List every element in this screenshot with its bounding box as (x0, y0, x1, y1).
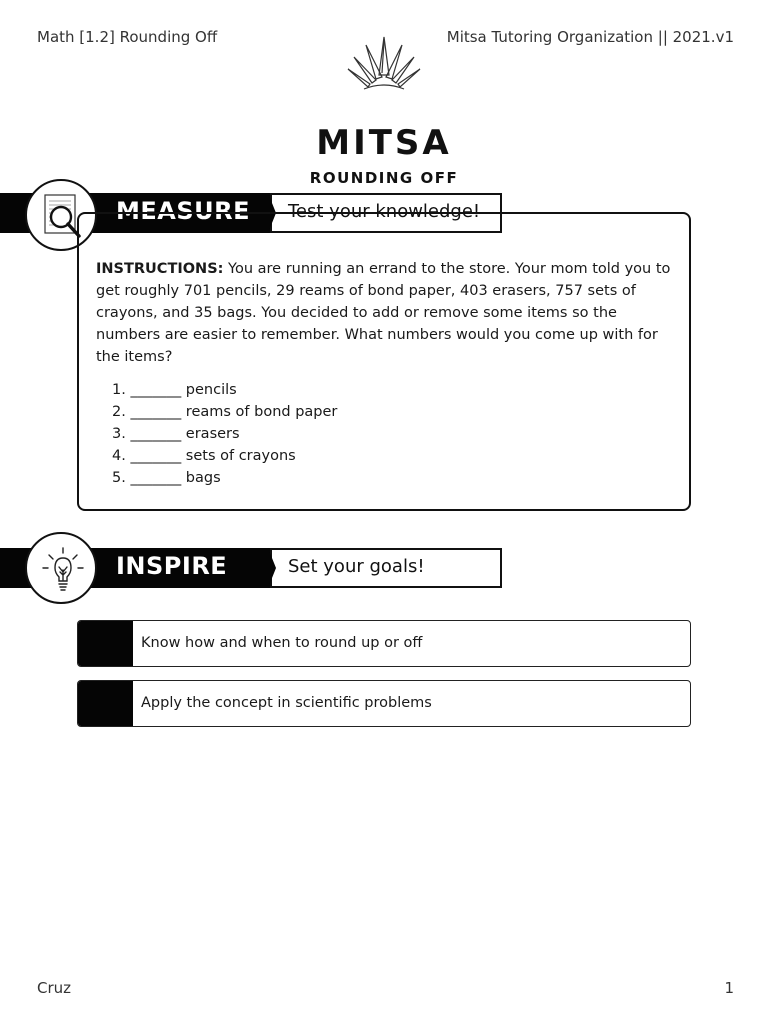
header-course-title: Math [1.2] Rounding Off (37, 28, 218, 46)
footer-author: Cruz (37, 979, 72, 997)
question-item: 2. _______ reams of bond paper (112, 404, 338, 420)
question-list (112, 379, 337, 489)
question-item: 3. _______ erasers (112, 426, 240, 442)
page-number: 1 (724, 979, 734, 997)
header-organization: Mitsa Tutoring Organization || 2021.v1 (446, 28, 734, 46)
goal-item (77, 620, 691, 667)
measure-title: MEASURE (116, 197, 250, 225)
instructions-label: INSTRUCTIONS: (96, 261, 224, 277)
instructions-text: You are running an errand to the store. Your mom told you to get roughly 701 pencils, 29 reams of bond paper, 403 erasers, 757 sets of crayons, and 35 bags. You decided to add or remove some items so the numbers are easier to remember. What numbers would you come up with for the items? (96, 261, 671, 365)
lightbulb-icon (41, 546, 85, 594)
measure-tagline: Test your knowledge! (288, 201, 481, 222)
goal-text: Know how and when to round up or off (141, 635, 423, 651)
question-item: 5. _______ bags (112, 470, 221, 486)
question-item: 4. _______ sets of crayons (112, 448, 296, 464)
logo (300, 35, 468, 187)
question-item: 1. _______ pencils (112, 382, 237, 398)
goal-marker (78, 621, 133, 666)
worksheet-subtitle: ROUNDING OFF (309, 169, 459, 187)
inspire-title: INSPIRE (116, 552, 228, 580)
measure-card (77, 212, 691, 511)
inspire-badge (25, 532, 97, 604)
inspire-tagline: Set your goals! (288, 556, 425, 577)
goal-item (77, 680, 691, 727)
instructions (96, 258, 676, 368)
goal-marker (78, 681, 133, 726)
inspire-tag-arrow (268, 548, 276, 588)
brand-name: MITSA (316, 123, 452, 163)
crown-icon (346, 35, 422, 95)
goal-text: Apply the concept in scientific problems (141, 695, 432, 711)
